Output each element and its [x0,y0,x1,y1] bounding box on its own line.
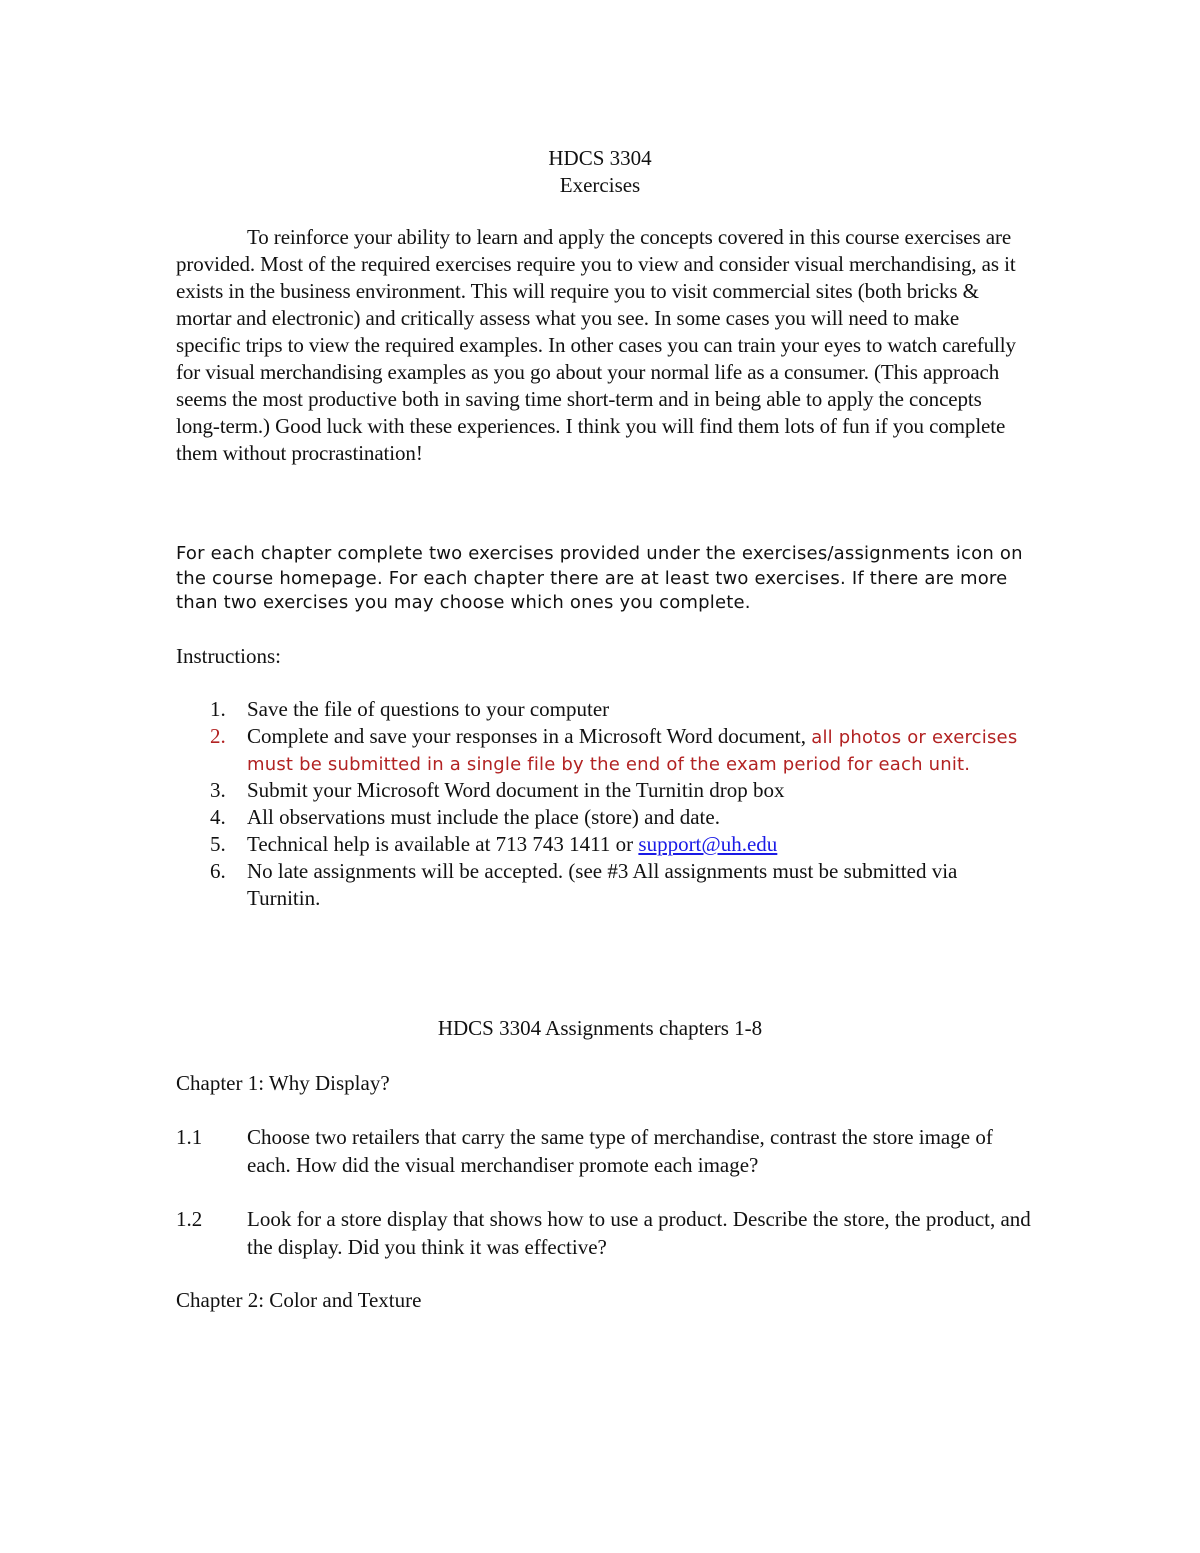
instruction-text: All observations must include the place (store) and date. [247,805,720,829]
instruction-highlight: all photos or exercises must be submitted in a single file by the end of the exam period for each unit. [247,727,1018,775]
chapter-exercises-note: For each chapter complete two exercises provided under the exercises/assignments icon on the course homepage. For each chapter there are at least two exercises. If there are more than two exercises you may choose which ones you complete. [176,543,1023,613]
question-text: Choose two retailers that carry the same type of merchandise, contrast the store image of each. How did the visual merchandiser promote each image? [247,1125,993,1177]
intro-paragraph: To reinforce your ability to learn and apply the concepts covered in this course exercises are provided. Most of the required exercises require you to view and consider visual merchandising, as it exists in the business environment. This will require you to visit commercial sites (both bricks & mortar and electronic) and critically assess what you see. In some cases you will need to make specific trips to view the required examples. In other cases you can train your eyes to watch carefully for visual merchandising examples as you go about your normal life as a consumer. (This approach seems the most productive both in saving time short-term and in being able to apply the concepts long-term.) Good luck with these experiences. I think you will find them lots of fun if you complete them without procrastination! [176,225,1016,465]
question-text: Look for a store display that shows how to use a product. Describe the store, the product, and the display. Did you think it was effective? [247,1207,1031,1259]
instruction-text: Technical help is available at 713 743 1411 or [247,832,639,856]
instructions-heading: Instructions: [176,644,281,668]
document-subtitle: Exercises [559,173,641,197]
instruction-text: Complete and save your responses in a Microsoft Word document, [247,724,812,748]
instruction-number: 6. [210,859,226,883]
course-code-title: HDCS 3304 [548,146,652,170]
support-email-link[interactable]: support@uh.edu [638,832,778,856]
instruction-text: No late assignments will be accepted. (see #3 All assignments must be submitted via Turnitin. [247,859,958,910]
instruction-number: 2. [210,724,226,748]
chapter-1-heading: Chapter 1: Why Display? [176,1071,390,1095]
question-number: 1.2 [176,1207,203,1231]
instruction-number: 3. [210,778,226,802]
instruction-number: 4. [210,805,226,829]
instructions-list [176,696,1026,912]
assignments-title: HDCS 3304 Assignments chapters 1-8 [437,1016,763,1040]
question-number: 1.1 [176,1125,203,1149]
instruction-text: Submit your Microsoft Word document in the Turnitin drop box [247,778,785,802]
instruction-item [176,723,1026,777]
instruction-text: Save the file of questions to your computer [247,697,610,721]
instruction-item [176,804,1026,831]
instruction-item [176,831,1026,858]
instruction-number: 1. [210,697,226,721]
instruction-item [176,777,1026,804]
chapter-2-heading: Chapter 2: Color and Texture [176,1288,422,1312]
instruction-number: 5. [210,832,226,856]
instruction-item [176,696,1026,723]
instruction-item [176,858,1026,912]
